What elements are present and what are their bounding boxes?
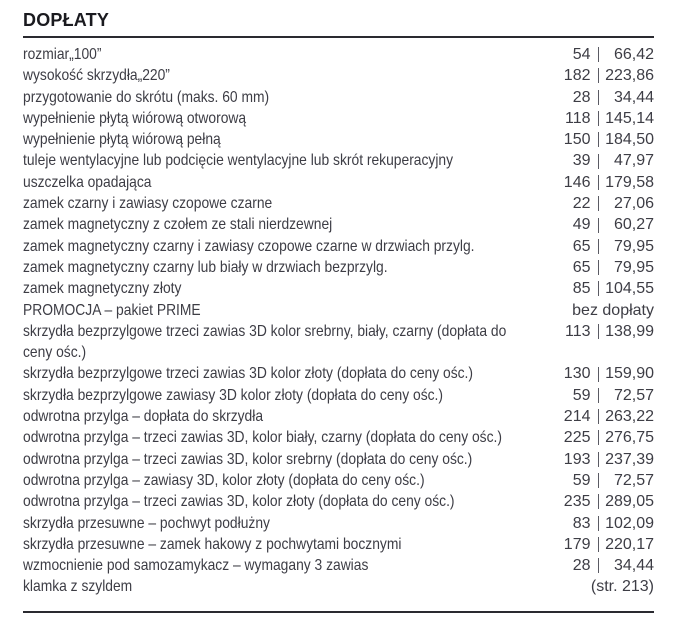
price-net: 214 (563, 408, 591, 426)
price-gross: 237,39 (605, 450, 654, 468)
price-separator-bar (598, 537, 600, 552)
table-row (23, 427, 654, 448)
price-separator-bar (598, 260, 600, 275)
price-separator-bar (598, 47, 600, 62)
price-separator-bar (598, 68, 600, 83)
price-gross: 104,55 (605, 280, 654, 298)
row-label: wypełnienie płytą wiórową otworową (23, 109, 247, 127)
table-row (23, 172, 654, 193)
price-net: 65 (572, 258, 591, 276)
row-label: odwrotna przylga – zawiasy 3D, kolor złoty (dopłata do ceny ośc.) (23, 471, 425, 489)
price-net: 150 (563, 131, 591, 149)
price-gross: 34,44 (613, 557, 654, 575)
table-row (23, 300, 654, 321)
table-row (23, 236, 654, 257)
table-row (23, 108, 654, 129)
price-gross: 220,17 (605, 535, 654, 553)
price-separator-bar (598, 132, 600, 147)
page-title: DOPŁATY (23, 10, 110, 30)
table-row (23, 44, 654, 65)
row-price (591, 576, 654, 597)
price-gross: 102,09 (605, 514, 654, 532)
row-price (561, 491, 655, 512)
row-price (561, 449, 655, 470)
row-price (561, 87, 655, 108)
price-separator-bar (598, 154, 600, 169)
price-table-rows (23, 44, 654, 598)
price-net: 49 (572, 216, 591, 234)
price-separator-bar (598, 473, 600, 488)
price-separator-bar (598, 367, 600, 382)
price-separator-bar (598, 218, 600, 233)
price-gross: 60,27 (613, 216, 654, 234)
header-rule (23, 36, 654, 38)
table-row (23, 449, 654, 470)
price-separator-bar (598, 239, 600, 254)
price-separator-bar (598, 452, 600, 467)
row-price (561, 385, 655, 406)
table-row (23, 406, 654, 427)
price-separator-bar (598, 388, 600, 403)
price-net: 179 (563, 535, 591, 553)
row-price (572, 300, 654, 321)
row-price (561, 321, 655, 342)
row-price (561, 193, 655, 214)
row-label: wypełnienie płytą wiórową pełną (23, 131, 221, 149)
table-row (23, 87, 654, 108)
table-row (23, 193, 654, 214)
price-table (23, 0, 654, 598)
bottom-rule (23, 611, 654, 613)
price-separator-bar (598, 558, 600, 573)
price-separator-bar (598, 324, 600, 339)
price-gross: 47,97 (613, 152, 654, 170)
price-separator-bar (598, 111, 600, 126)
row-price (561, 108, 655, 129)
price-separator-bar (598, 175, 600, 190)
row-price (561, 129, 655, 150)
row-label: odwrotna przylga – trzeci zawias 3D, kolor złoty (dopłata do ceny ośc.) (23, 493, 455, 511)
row-label: zamek magnetyczny czarny lub biały w drzwiach bezprzylg. (23, 258, 388, 276)
table-row (23, 278, 654, 299)
row-value: bez dopłaty (572, 301, 654, 319)
price-gross: 66,42 (613, 46, 654, 63)
row-label: skrzydła przesuwne – pochwyt podłużny (23, 514, 270, 532)
row-price (561, 278, 655, 299)
row-price (561, 150, 655, 171)
table-row (23, 65, 654, 86)
row-label: rozmiar„100” (23, 46, 102, 63)
row-label: zamek magnetyczny złoty (23, 280, 182, 298)
row-price (561, 470, 655, 491)
row-label: odwrotna przylga – trzeci zawias 3D, kolor srebrny (dopłata do ceny ośc.) (23, 450, 473, 468)
price-gross: 79,95 (613, 237, 654, 255)
price-gross: 72,57 (613, 386, 654, 404)
row-price (561, 214, 655, 235)
price-net: 225 (563, 429, 591, 447)
row-label: wysokość skrzydła„220” (23, 67, 170, 85)
price-net: 85 (572, 280, 591, 298)
price-gross: 79,95 (613, 258, 654, 276)
row-label: skrzydła bezprzylgowe trzeci zawias 3D kolor złoty (dopłata do ceny ośc.) (23, 365, 473, 383)
price-net: 59 (572, 386, 591, 404)
row-price (561, 427, 655, 448)
price-gross: 289,05 (605, 493, 654, 511)
price-net: 130 (563, 365, 591, 383)
table-row (23, 534, 654, 555)
row-label: skrzydła bezprzylgowe trzeci zawias 3D kolor srebrny, biały, czarny (dopłata do ceny ośc.) (23, 322, 507, 362)
row-label: zamek magnetyczny z czołem ze stali nierdzewnej (23, 216, 333, 234)
price-net: 193 (563, 450, 591, 468)
row-label: skrzydła przesuwne – zamek hakowy z pochwytami bocznymi (23, 535, 402, 553)
price-gross: 145,14 (605, 109, 654, 127)
price-net: 113 (564, 322, 591, 340)
price-separator-bar (598, 281, 600, 296)
row-price (561, 257, 655, 278)
price-separator-bar (598, 90, 600, 105)
row-label: odwrotna przylga – trzeci zawias 3D, kolor biały, czarny (dopłata do ceny ośc.) (23, 429, 502, 447)
price-net: 54 (572, 46, 591, 63)
table-row (23, 385, 654, 406)
row-label: zamek magnetyczny czarny i zawiasy czopowe czarne w drzwiach przylg. (23, 237, 475, 255)
row-label: zamek czarny i zawiasy czopowe czarne (23, 195, 273, 213)
table-row (23, 214, 654, 235)
row-label: odwrotna przylga – dopłata do skrzydła (23, 408, 264, 426)
table-row (23, 321, 654, 364)
row-price (561, 65, 655, 86)
row-label: skrzydła bezprzylgowe zawiasy 3D kolor złoty (dopłata do ceny ośc.) (23, 386, 443, 404)
price-separator-bar (598, 494, 600, 509)
price-gross: 223,86 (605, 67, 654, 85)
row-price (561, 236, 655, 257)
row-price (561, 44, 655, 65)
table-row (23, 257, 654, 278)
row-price (561, 363, 655, 384)
row-value: (str. 213) (590, 578, 654, 596)
price-gross: 27,06 (613, 195, 654, 213)
row-price (561, 172, 655, 193)
price-gross: 276,75 (605, 429, 654, 447)
price-separator-bar (598, 430, 600, 445)
price-gross: 263,22 (605, 408, 654, 426)
price-net: 59 (572, 471, 591, 489)
price-net: 65 (572, 237, 591, 255)
price-net: 83 (572, 514, 591, 532)
table-row (23, 491, 654, 512)
table-row (23, 129, 654, 150)
row-price (561, 406, 655, 427)
price-separator-bar (598, 409, 600, 424)
row-label: PROMOCJA – pakiet PRIME (23, 301, 201, 319)
price-net: 39 (572, 152, 591, 170)
price-net: 28 (572, 557, 591, 575)
price-net: 146 (563, 173, 591, 191)
price-net: 182 (563, 67, 591, 85)
table-row (23, 576, 654, 597)
row-label: przygotowanie do skrótu (maks. 60 mm) (23, 88, 270, 106)
price-net: 22 (572, 195, 591, 213)
price-gross: 72,57 (613, 471, 654, 489)
price-gross: 179,58 (605, 173, 654, 191)
table-row (23, 470, 654, 491)
price-net: 118 (564, 109, 591, 127)
row-price (561, 555, 655, 576)
price-gross: 184,50 (605, 131, 654, 149)
price-gross: 138,99 (605, 322, 654, 340)
table-row (23, 150, 654, 171)
price-separator-bar (598, 196, 600, 211)
table-row (23, 513, 654, 534)
row-price (561, 534, 655, 555)
row-label: klamka z szyldem (23, 578, 133, 596)
table-row (23, 555, 654, 576)
table-row (23, 363, 654, 384)
price-gross: 34,44 (613, 88, 654, 106)
row-price (561, 513, 655, 534)
price-separator-bar (598, 516, 600, 531)
row-label: wzmocnienie pod samozamykacz – wymagany 3 zawias (23, 557, 369, 575)
row-label: tuleje wentylacyjne lub podcięcie wentylacyjne lub skrót rekuperacyjny (23, 152, 454, 170)
row-label: uszczelka opadająca (23, 173, 152, 191)
price-net: 28 (572, 88, 591, 106)
price-net: 235 (563, 493, 591, 511)
price-gross: 159,90 (605, 365, 654, 383)
